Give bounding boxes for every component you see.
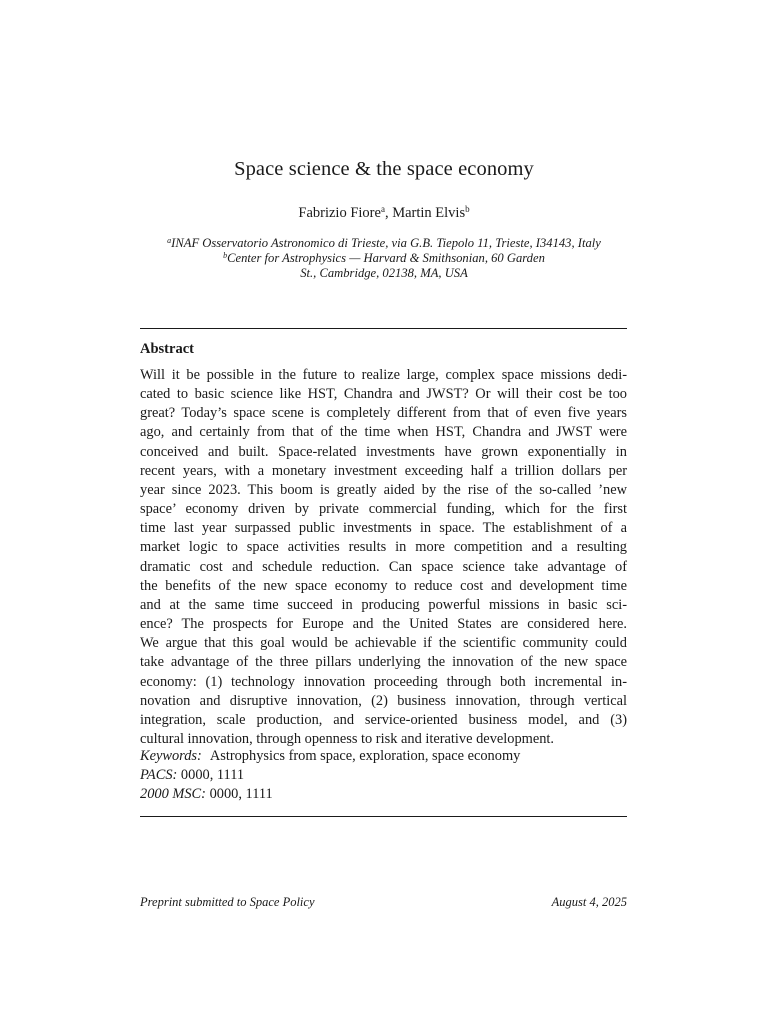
- author-name: Fabrizio Fiore: [298, 205, 381, 221]
- abstract-line: great? Today’s space scene is completely different from that of even five years: [140, 405, 627, 422]
- pacs-line: [140, 766, 627, 785]
- top-divider: [140, 328, 627, 329]
- abstract-line: Will it be possible in the future to realize large, complex space missions dedi-: [140, 367, 627, 383]
- abstract-line: cated to basic science like HST, Chandra and JWST? Or will their cost be too: [140, 386, 627, 403]
- author-separator: ,: [384, 205, 393, 221]
- abstract-line: dramatic cost and schedule reduction. Can space science take advantage of: [140, 558, 627, 575]
- abstract-line: year since 2023. This boom is greatly aided by the rise of the so-called ’new: [140, 481, 627, 498]
- msc-line: [140, 785, 627, 804]
- preprint-date: August 4, 2025: [551, 895, 627, 909]
- affiliation-text-line2: St., Cambridge, 02138, MA, USA: [300, 266, 468, 280]
- author-name: Martin Elvis: [392, 205, 466, 221]
- abstract-line: ago, and certainly from that of the time when HST, Chandra and JWST were: [140, 424, 627, 441]
- abstract-line: market logic to space activities results in more competition and a resulting: [140, 539, 627, 556]
- abstract-line: recent years, with a monetary investment exceeding half a trillion dollars per: [140, 462, 627, 479]
- keywords-line: [140, 747, 627, 766]
- preprint-note: Preprint submitted to Space Policy: [140, 895, 315, 909]
- abstract-line: economy: (1) technology innovation proceeding through both incremental in-: [140, 673, 627, 690]
- author-affiliation-mark: b: [465, 204, 470, 214]
- abstract-line: conceived and built. Space-related investments have grown exponentially in: [140, 443, 627, 460]
- abstract-heading: Abstract: [140, 341, 194, 357]
- abstract-line: novation and disruptive innovation, (2) business innovation, through vertical: [140, 692, 627, 709]
- abstract-line: take advantage of the three pillars underlying the innovation of the new space: [140, 654, 627, 671]
- abstract-line: time last year surpassed public investments in space. The establishment of a: [140, 520, 627, 537]
- abstract-line: cultural innovation, through openness to risk and iterative development.: [140, 730, 555, 747]
- affiliation-a: [120, 236, 648, 251]
- keywords-value: Astrophysics from space, exploration, space economy: [209, 748, 521, 764]
- keywords-block: [140, 747, 627, 804]
- author-affiliation-mark: a: [380, 204, 385, 214]
- abstract-line: and at the same time succeed in producing powerful missions in basic sci-: [140, 596, 627, 613]
- abstract-line: the benefits of the new space economy to reduce cost and development time: [140, 577, 627, 594]
- paper-title: Space science & the space economy: [234, 158, 534, 180]
- affiliation-mark: b: [223, 251, 228, 260]
- bottom-divider: [140, 816, 627, 817]
- affiliation-text-line1: Center for Astrophysics — Harvard & Smithsonian, 60 Garden: [227, 251, 545, 265]
- abstract-line: integration, scale production, and service-oriented business model, and (3): [140, 711, 627, 728]
- affiliation-mark: a: [167, 236, 172, 245]
- msc-value: 0000, 1111: [209, 786, 273, 802]
- msc-label: 2000 MSC:: [140, 786, 206, 802]
- affiliation-b: [200, 251, 568, 281]
- affiliation-text: INAF Osservatorio Astronomico di Trieste, via G.B. Tiepolo 11, Trieste, I34143, Italy: [171, 236, 601, 250]
- pacs-label: PACS:: [140, 767, 178, 783]
- abstract-line: space’ economy driven by private commercial funding, which for the first: [140, 501, 627, 518]
- abstract-line: We argue that this goal would be achievable if the scientific community could: [140, 635, 627, 652]
- abstract-line: ence? The prospects for Europe and the United States are considered here.: [140, 616, 627, 633]
- keywords-label: Keywords:: [140, 748, 202, 764]
- pacs-value: 0000, 1111: [180, 767, 245, 783]
- abstract-body: [140, 366, 627, 749]
- author-list: [0, 205, 768, 222]
